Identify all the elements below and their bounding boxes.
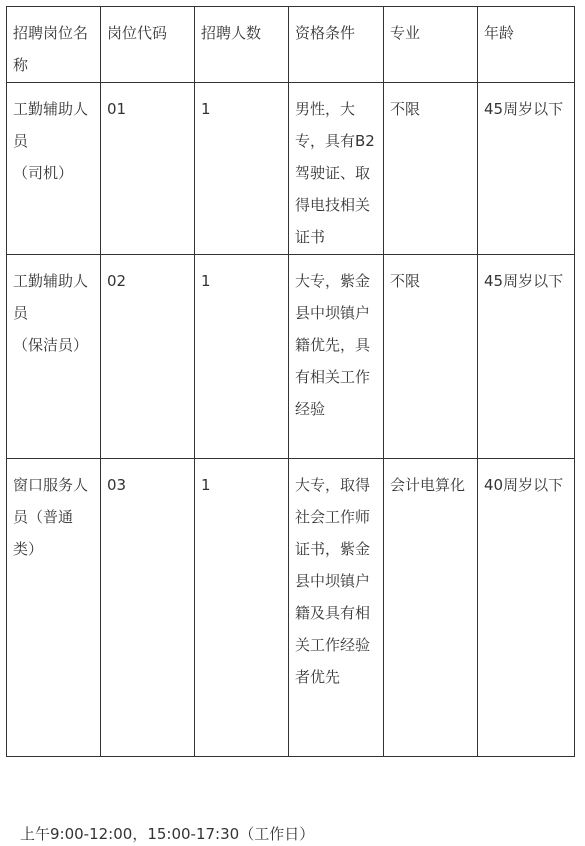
cell-qualifications: 大专，取得社会工作师证书，紫金县中坝镇户籍及具有相关工作经验者优先	[289, 459, 384, 757]
header-qualifications: 资格条件	[289, 7, 384, 83]
cell-position-code: 03	[101, 459, 195, 757]
table-header-row	[7, 7, 575, 83]
cell-qualifications: 男性，大专，具有B2驾驶证、取得电技相关证书	[289, 83, 384, 255]
cell-headcount: 1	[195, 459, 289, 757]
table-row	[7, 459, 575, 757]
cell-age: 45周岁以下	[478, 83, 575, 255]
cell-position-name: 工勤辅助人员 （司机）	[7, 83, 101, 255]
header-headcount: 招聘人数	[195, 7, 289, 83]
cell-position-name: 窗口服务人员（普通类）	[7, 459, 101, 757]
office-hours-text: 上午9:00-12:00，15:00-17:30（工作日）	[20, 825, 315, 843]
recruitment-table	[6, 6, 575, 757]
header-age: 年龄	[478, 7, 575, 83]
cell-major: 不限	[384, 255, 478, 459]
header-position-name: 招聘岗位名称	[7, 7, 101, 83]
header-position-code: 岗位代码	[101, 7, 195, 83]
cell-position-code: 01	[101, 83, 195, 255]
table-row	[7, 255, 575, 459]
cell-age: 40周岁以下	[478, 459, 575, 757]
cell-position-code: 02	[101, 255, 195, 459]
cell-major: 不限	[384, 83, 478, 255]
cell-qualifications: 大专，紫金县中坝镇户籍优先，具有相关工作经验	[289, 255, 384, 459]
cell-position-name: 工勤辅助人员 （保洁员）	[7, 255, 101, 459]
table-row	[7, 83, 575, 255]
cell-headcount: 1	[195, 255, 289, 459]
cell-headcount: 1	[195, 83, 289, 255]
cell-age: 45周岁以下	[478, 255, 575, 459]
cell-major: 会计电算化	[384, 459, 478, 757]
header-major: 专业	[384, 7, 478, 83]
